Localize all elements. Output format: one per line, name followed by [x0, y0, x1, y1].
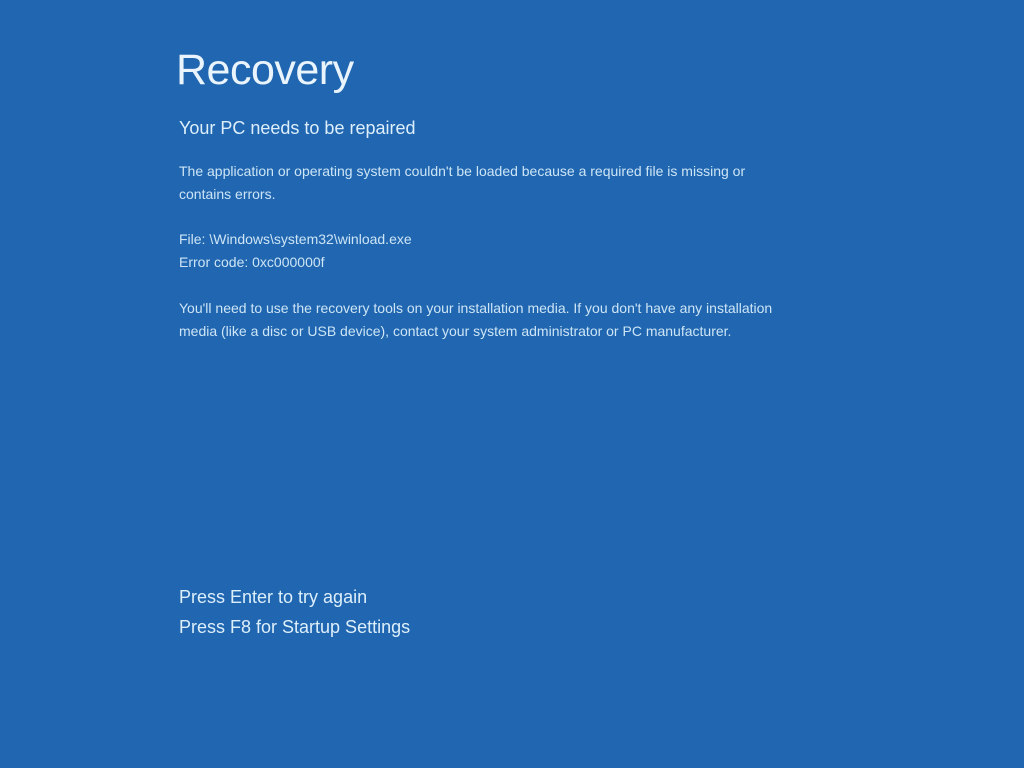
error-code-line: Error code: 0xc000000f — [179, 254, 325, 270]
key-actions — [179, 582, 410, 642]
action-press-f8: Press F8 for Startup Settings — [179, 617, 411, 637]
page-title: Recovery — [176, 46, 354, 94]
action-press-enter: Press Enter to try again — [179, 587, 368, 607]
recovery-instructions — [179, 297, 772, 343]
error-heading: Your PC needs to be repaired — [179, 118, 416, 138]
error-message-line-1: The application or operating system couldn't be loaded because a required file is missing or — [179, 163, 746, 179]
file-line: File: \Windows\system32\winload.exe — [179, 231, 412, 247]
error-message-line-2: contains errors. — [179, 186, 276, 202]
error-message — [179, 160, 745, 206]
recovery-instructions-line-1: You'll need to use the recovery tools on your installation media. If you don't have any installation — [179, 300, 773, 316]
error-details — [179, 228, 412, 274]
recovery-instructions-line-2: media (like a disc or USB device), contact your system administrator or PC manufacturer. — [179, 323, 732, 339]
